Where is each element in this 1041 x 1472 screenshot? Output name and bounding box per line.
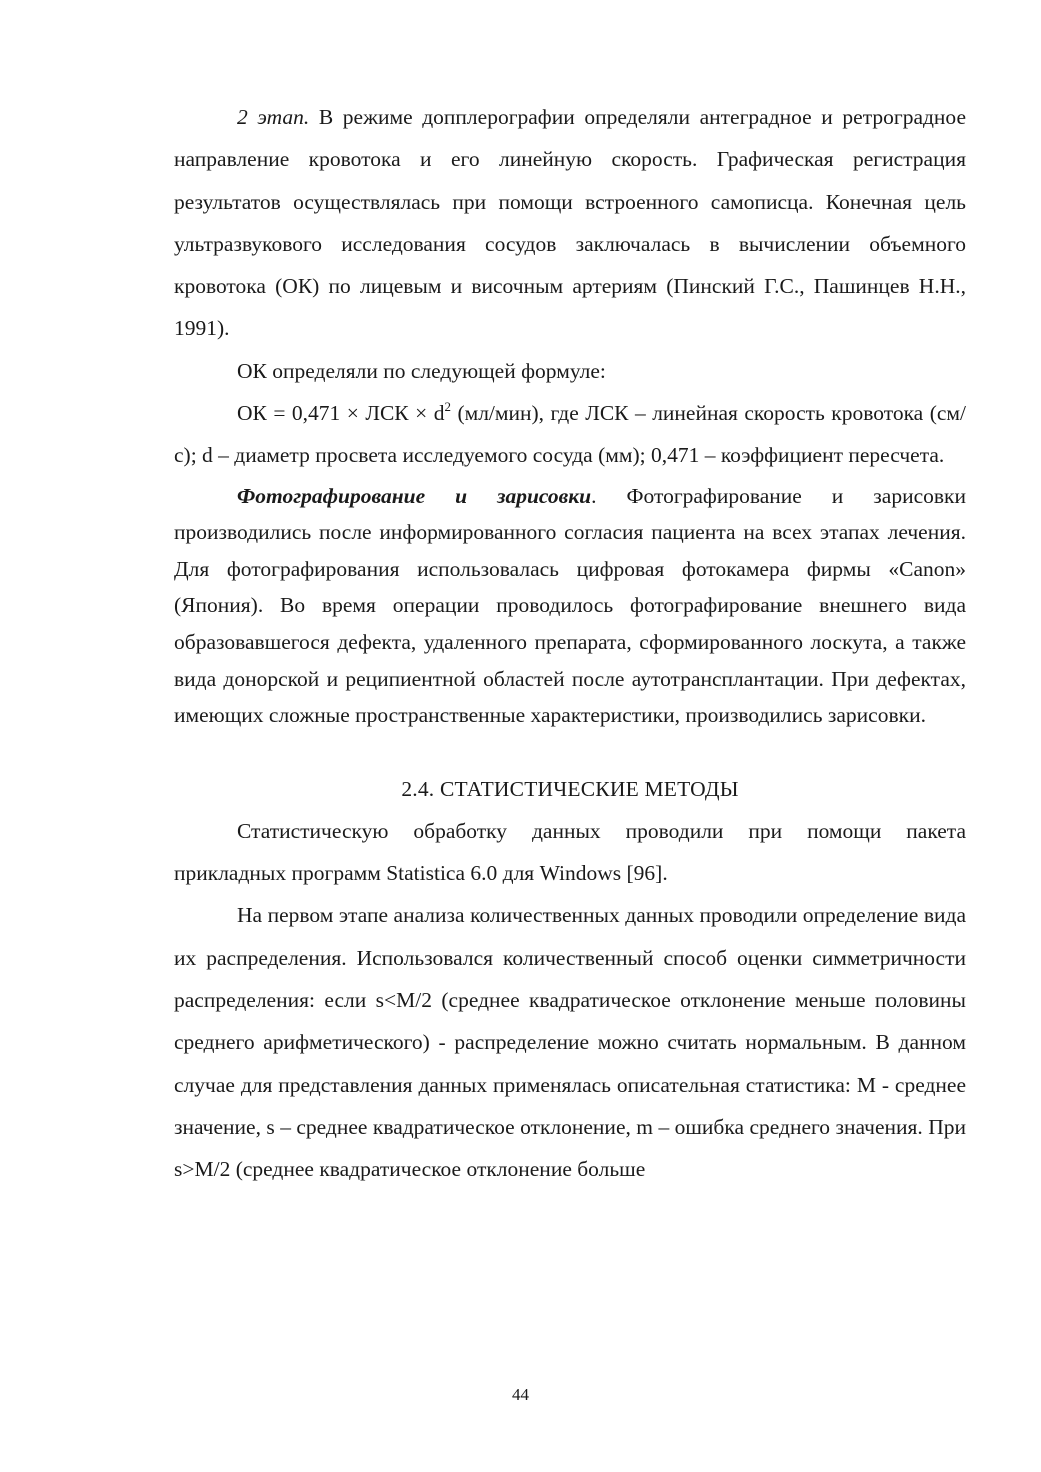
paragraph-formula-intro bbox=[174, 350, 966, 392]
page-content bbox=[174, 96, 966, 1191]
paragraph-text: На первом этапе анализа количественных данных проводили определение вида их распределения. Использовался количественный способ оценки симметричности распределения: если s<M/2 (среднее квадратическое отклонение меньше половины среднего арифметического) - распределение можно считать нормальным. В данном случае для представления данных применялась описательная статистика: M - среднее значение, s – среднее квадратическое отклонение, m – ошибка среднего значения. При s>M/2 (среднее квадратическое отклонение больше bbox=[174, 903, 966, 1182]
paragraph-doppler-stage bbox=[174, 96, 966, 350]
paragraph-text: ОК определяли по следующей формуле: bbox=[237, 358, 606, 383]
section-heading: 2.4. СТАТИСТИЧЕСКИЕ МЕТОДЫ bbox=[401, 776, 739, 801]
paragraph-photography bbox=[174, 478, 966, 734]
paragraph-statistica bbox=[174, 810, 966, 895]
page-number: 44 bbox=[512, 1385, 529, 1404]
stage-label: 2 этап. bbox=[237, 105, 310, 129]
paragraph-text: Статистическую обработку данных проводили при помощи пакета прикладных программ Statistica 6.0 для Windows [96]. bbox=[174, 818, 966, 886]
paragraph-text: В режиме допплерографии определяли антеградное и ретроградное направление кровотока и его линейную скорость. Графическая регистрация результатов осуществлялась при помощи встроенного самописца. Конечная цель ультразвукового исследования сосудов заключалась в вычислении объемного кровотока (ОК) по лицевым и височным артериям (Пинский Г.С., Пашинцев Н.Н., 1991). bbox=[174, 105, 966, 341]
photography-label: Фотографирование и зарисовки bbox=[237, 483, 592, 508]
formula-text: ОК = 0,471 × ЛСК × d bbox=[237, 401, 445, 426]
paragraph-distribution bbox=[174, 894, 966, 1190]
paragraph-text: . Фотографирование и зарисовки производились после информированного согласия пациента на всех этапах лечения. Для фотографирования использовалась цифровая фотокамера фирмы «Canon» (Япония). Во время операции проводилось фотографирование внешнего вида образовавшегося дефекта, удаленного препарата, сформированного лоскута, а также вида донорской и реципиентной областей после аутотрансплантации. При дефектах, имеющих сложные пространственные характеристики, производились зарисовки. bbox=[174, 483, 966, 728]
formula-superscript: 2 bbox=[444, 399, 451, 415]
paragraph-formula bbox=[174, 392, 966, 477]
paragraph-text: (мл/мин), где ЛСК – линейная скорость кровотока (см/с); d – диаметр просвета исследуемого сосуда (мм); 0,471 – коэффициент пересчета. bbox=[174, 401, 966, 468]
